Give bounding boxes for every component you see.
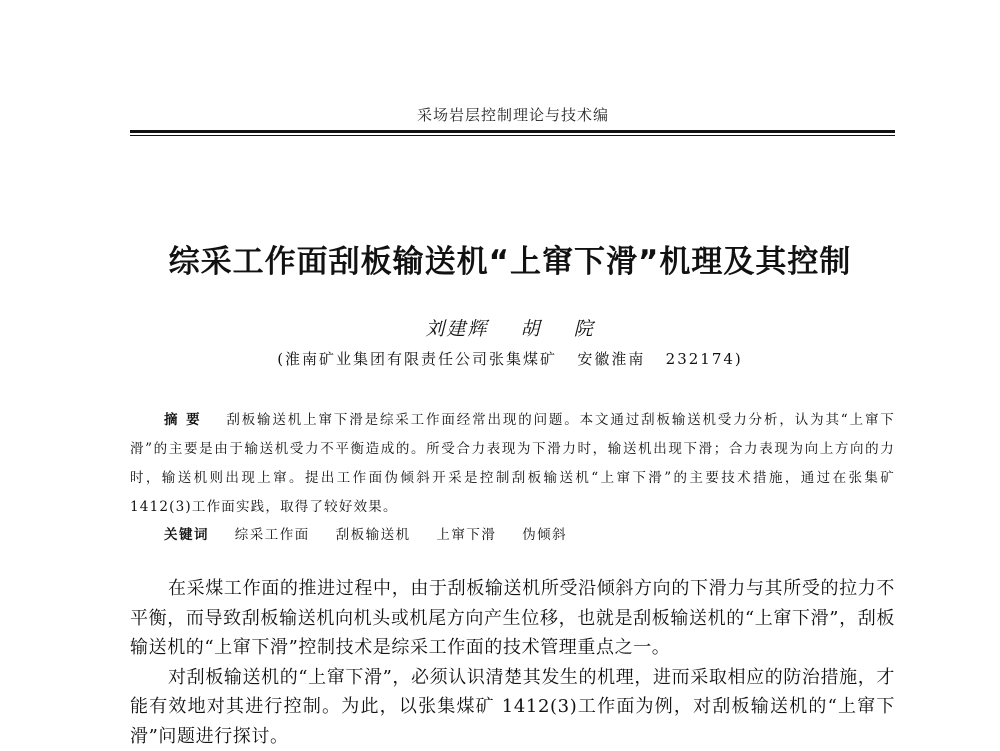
keywords-label: 关键词	[164, 527, 209, 543]
keywords	[164, 523, 587, 543]
abstract-text: 刮板输送机上窜下滑是综采工作面经常出现的问题。本文通过刮板输送机受力分析，认为其“上窜下滑”的主要是由于输送机受力不平衡造成的。所受合力表现为下滑力时，输送机出现下滑；合力表现为向上方向的力时，输送机则出现上窜。提出工作面伪倾斜开采是控制刮板输送机“上窜下滑”的主要技术措施，通过在张集矿 1412(3)工作面实践，取得了较好效果。	[130, 412, 895, 515]
affiliation: (淮南矿业集团有限责任公司张集煤矿 安徽淮南 232174)	[100, 348, 920, 369]
header-rule-thin	[130, 135, 895, 136]
abstract-label: 摘要	[164, 412, 208, 428]
keyword-item: 综采工作面	[235, 527, 310, 543]
body-text	[130, 574, 895, 751]
keyword-item: 刮板输送机	[336, 527, 411, 543]
running-head: 采场岩层控制理论与技术编	[132, 104, 894, 125]
body-paragraph: 在采煤工作面的推进过程中，由于刮板输送机所受沿倾斜方向的下滑力与其所受的拉力不平衡，而导致刮板输送机向机头或机尾方向产生位移，也就是刮板输送机的“上窜下滑”，刮板输送机的“上窜下滑”控制技术是综采工作面的技术管理重点之一。	[130, 574, 895, 663]
body-paragraph: 对刮板输送机的“上窜下滑”，必须认识清楚其发生的机理，进而采取相应的防治措施，才能有效地对其进行控制。为此，以张集煤矿 1412(3)工作面为例，对刮板输送机的“上窜下滑”问题进行探讨。	[130, 663, 895, 751]
keyword-item: 上窜下滑	[436, 527, 496, 543]
keyword-item: 伪倾斜	[522, 527, 567, 543]
paper-title: 综采工作面刮板输送机“上窜下滑”机理及其控制	[100, 236, 920, 281]
abstract	[130, 406, 895, 522]
authors: 刘建辉 胡 院	[100, 314, 920, 341]
header-rule-thick	[130, 130, 895, 133]
